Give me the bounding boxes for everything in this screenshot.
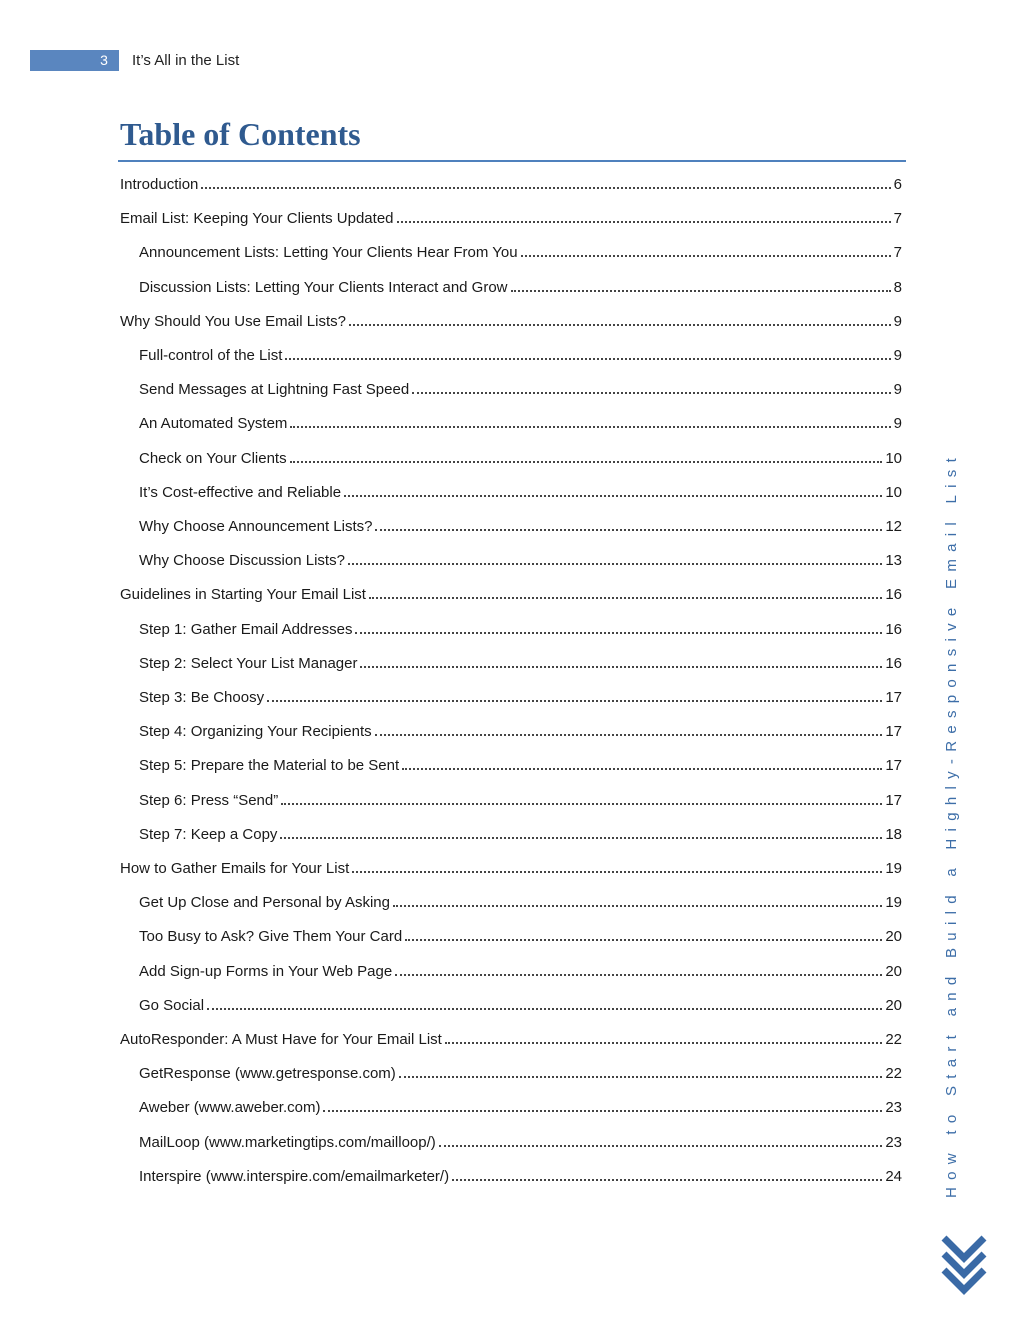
- toc-subentry[interactable]: [139, 443, 902, 467]
- toc-entry-title: Add Sign-up Forms in Your Web Page: [139, 962, 393, 980]
- toc-entry-page: 22: [885, 1031, 902, 1048]
- toc-entry-page: 20: [885, 928, 902, 946]
- dot-leader: [285, 346, 890, 360]
- dot-leader: [369, 585, 882, 599]
- dot-leader: [511, 278, 891, 292]
- toc-subentry[interactable]: [139, 682, 902, 706]
- dot-leader: [355, 620, 882, 634]
- toc-entry-title: MailLoop (www.marketingtips.com/mailloop/): [139, 1133, 436, 1151]
- dot-leader: [207, 996, 882, 1010]
- toc-entry-title: Get Up Close and Personal by Asking: [139, 894, 390, 912]
- toc-entry-title: Too Busy to Ask? Give Them Your Card: [139, 928, 403, 946]
- dot-leader: [352, 859, 882, 873]
- toc-entry-title: Step 4: Organizing Your Recipients: [139, 723, 372, 741]
- toc-entry[interactable]: [120, 203, 902, 227]
- dot-leader: [397, 209, 891, 223]
- toc-entry-title: Announcement Lists: Letting Your Clients Hear From You: [139, 244, 518, 262]
- dot-leader: [375, 722, 883, 736]
- dot-leader: [280, 825, 882, 839]
- toc-entry-title: How to Gather Emails for Your List: [120, 860, 350, 877]
- toc-entry-page: 23: [885, 1099, 902, 1117]
- toc-entry-title: Why Should You Use Email Lists?: [120, 312, 346, 330]
- toc-subentry[interactable]: [139, 408, 902, 432]
- dot-leader: [395, 962, 882, 976]
- dot-leader: [349, 312, 891, 326]
- toc-entry[interactable]: [120, 1024, 902, 1048]
- toc-subentry[interactable]: [139, 374, 902, 398]
- toc-entry-title: Full-control of the List: [139, 347, 283, 364]
- toc-entry-title: Introduction: [120, 176, 199, 193]
- toc-subentry[interactable]: [139, 1092, 902, 1116]
- toc-entry-title: Why Choose Discussion Lists?: [139, 552, 345, 570]
- dot-leader: [521, 243, 891, 257]
- toc-entry-page: 20: [885, 962, 902, 980]
- dot-leader: [290, 414, 890, 428]
- toc-entry-page: 8: [893, 278, 902, 296]
- dot-leader: [201, 175, 890, 189]
- dot-leader: [290, 449, 883, 463]
- toc-entry-page: 23: [885, 1133, 902, 1151]
- dot-leader: [439, 1133, 883, 1147]
- toc-subentry[interactable]: [139, 819, 902, 843]
- toc-entry-title: Why Choose Announcement Lists?: [139, 518, 373, 535]
- toc-entry-title: Email List: Keeping Your Clients Updated: [120, 210, 394, 228]
- dot-leader: [402, 756, 882, 770]
- toc-subentry[interactable]: [139, 545, 902, 569]
- toc-subentry[interactable]: [139, 614, 902, 638]
- dot-leader: [348, 551, 882, 565]
- toc-entry-page: 20: [885, 996, 902, 1014]
- toc-subentry[interactable]: [139, 340, 902, 364]
- toc-entry-title: An Automated System: [139, 415, 288, 433]
- toc-entry-title: Step 5: Prepare the Material to be Sent: [139, 757, 400, 775]
- toc-entry-title: Step 3: Be Choosy: [139, 689, 265, 706]
- toc-entry-page: 12: [885, 518, 902, 535]
- toc-heading: Table of Contents: [120, 116, 361, 152]
- dot-leader: [412, 380, 890, 394]
- toc-entry-page: 24: [885, 1167, 902, 1185]
- toc-entry-page: 9: [893, 347, 902, 364]
- toc-entry-page: 19: [885, 894, 902, 912]
- toc-entry-page: 17: [885, 723, 902, 741]
- toc-entry-title: Interspire (www.interspire.com/emailmarketer/): [139, 1167, 450, 1185]
- dot-leader: [445, 1030, 882, 1044]
- toc-entry[interactable]: [120, 306, 902, 330]
- toc-entry-page: 17: [885, 791, 902, 809]
- heading-rule: [118, 160, 906, 162]
- toc-entry-title: Step 1: Gather Email Addresses: [139, 620, 353, 638]
- toc-entry-title: Send Messages at Lightning Fast Speed: [139, 381, 410, 399]
- toc-subentry[interactable]: [139, 990, 902, 1014]
- toc-subentry[interactable]: [139, 477, 902, 501]
- toc-entry-title: Step 7: Keep a Copy: [139, 825, 278, 843]
- toc-entry-title: Step 2: Select Your List Manager: [139, 654, 358, 672]
- dot-leader: [399, 1064, 883, 1078]
- toc-entry-title: Aweber (www.aweber.com): [139, 1099, 321, 1117]
- dot-leader: [360, 654, 882, 668]
- toc-entry-page: 6: [893, 176, 902, 193]
- toc-entry-page: 9: [893, 312, 902, 330]
- toc-subentry[interactable]: [139, 272, 902, 296]
- toc-entry-title: GetResponse (www.getresponse.com): [139, 1065, 396, 1083]
- toc-entry-page: 16: [885, 586, 902, 604]
- toc-entry-title: Guidelines in Starting Your Email List: [120, 586, 366, 604]
- side-title: How to Start and Build a Highly-Responsive Email List: [943, 450, 960, 1198]
- toc-entry-title: Go Social: [139, 996, 205, 1014]
- toc-entry-page: 9: [893, 381, 902, 399]
- toc-entry-page: 16: [885, 654, 902, 672]
- toc-entry-title: Discussion Lists: Letting Your Clients Interact and Grow: [139, 278, 508, 296]
- toc-entry-title: Step 6: Press “Send”: [139, 791, 279, 809]
- toc-subentry[interactable]: [139, 716, 902, 740]
- toc-subentry[interactable]: [139, 511, 902, 535]
- toc-entry-page: 16: [885, 620, 902, 638]
- dot-leader: [323, 1098, 882, 1112]
- toc-subentry[interactable]: [139, 785, 902, 809]
- toc-entry-page: 7: [893, 210, 902, 228]
- dot-leader: [267, 688, 882, 702]
- toc-subentry[interactable]: [139, 237, 902, 261]
- toc-subentry[interactable]: [139, 1058, 902, 1082]
- dot-leader: [375, 517, 882, 531]
- toc-subentry[interactable]: [139, 956, 902, 980]
- dot-leader: [281, 791, 882, 805]
- toc-entry-page: 22: [885, 1065, 902, 1083]
- toc-entry-page: 17: [885, 689, 902, 706]
- toc-entry-page: 7: [893, 244, 902, 262]
- toc-entry-page: 18: [885, 825, 902, 843]
- toc-entry-page: 13: [885, 552, 902, 570]
- dot-leader: [405, 927, 882, 941]
- dot-leader: [452, 1167, 882, 1181]
- toc-subentry[interactable]: [139, 1161, 902, 1185]
- dot-leader: [344, 483, 882, 497]
- double-chevron-down-icon: [940, 1232, 988, 1296]
- toc-entry-title: It’s Cost-effective and Reliable: [139, 483, 342, 501]
- toc-subentry[interactable]: [139, 921, 902, 945]
- toc-subentry[interactable]: [139, 887, 902, 911]
- toc-subentry[interactable]: [139, 750, 902, 774]
- running-title: It’s All in the List: [132, 52, 240, 69]
- toc-entry-page: 10: [885, 449, 902, 467]
- page-number: 3: [100, 52, 108, 68]
- toc-entry-page: 10: [885, 483, 902, 501]
- toc-entry-page: 19: [885, 860, 902, 877]
- toc-entry-title: Check on Your Clients: [139, 449, 287, 467]
- toc-entry-title: AutoResponder: A Must Have for Your Email List: [120, 1031, 442, 1048]
- dot-leader: [393, 893, 882, 907]
- toc-entry-page: 17: [885, 757, 902, 775]
- toc-subentry[interactable]: [139, 648, 902, 672]
- toc-entry-page: 9: [893, 415, 902, 433]
- toc-entry[interactable]: [120, 169, 902, 193]
- toc-entry[interactable]: [120, 579, 902, 603]
- toc-subentry[interactable]: [139, 1127, 902, 1151]
- toc-entry[interactable]: [120, 853, 902, 877]
